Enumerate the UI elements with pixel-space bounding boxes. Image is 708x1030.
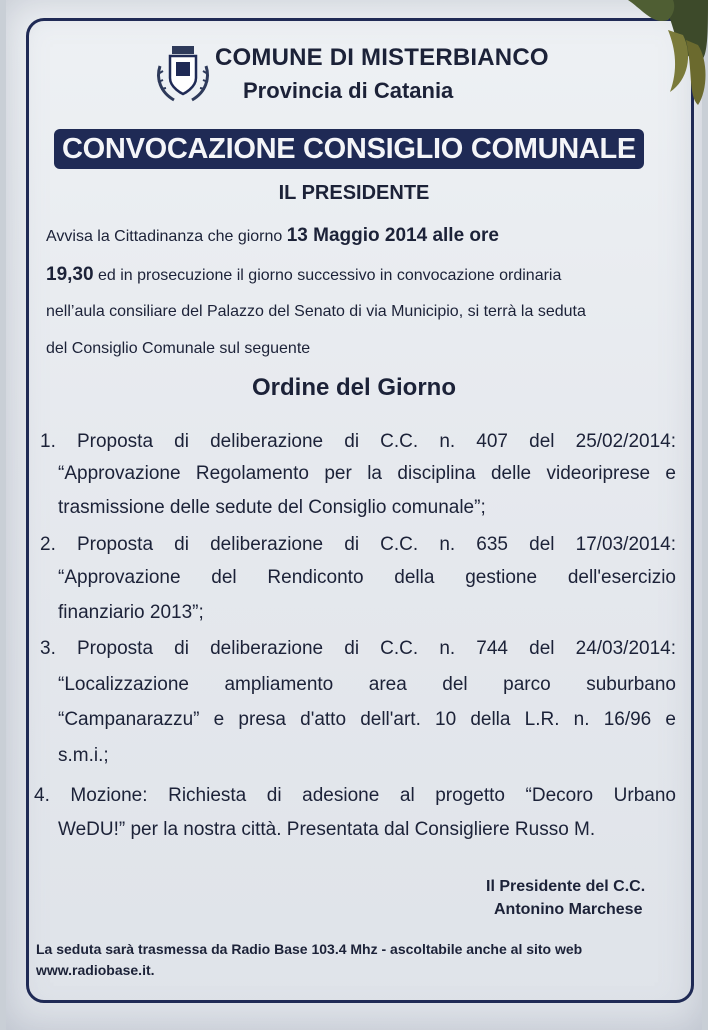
- municipality-name: COMUNE DI MISTERBIANCO: [215, 44, 549, 71]
- intro-line-1: [46, 226, 660, 247]
- intro-line-2: [46, 265, 660, 286]
- foliage-decoration: [598, 0, 708, 110]
- meeting-date: 13 Maggio 2014 alle ore: [286, 225, 499, 246]
- footer-website: www.radiobase.it.: [36, 962, 155, 978]
- meeting-time: 19,30: [46, 264, 94, 285]
- agenda-item-4-line-2: WeDU!” per la nostra città. Presentata dal Consigliere Russo M.: [58, 819, 596, 840]
- intro-text: Avvisa la Cittadinanza che giorno: [46, 228, 287, 245]
- agenda-item-1-line-3: trasmissione delle sedute del Consiglio comunale”;: [58, 497, 486, 518]
- title-banner: [54, 129, 644, 169]
- agenda-item-3-line-1: 3. Proposta di deliberazione di C.C. n. 744 del 24/03/2014:: [40, 638, 676, 659]
- agenda-item-2-line-1: 2. Proposta di deliberazione di C.C. n. 635 del 17/03/2014:: [40, 534, 676, 555]
- agenda-item-1-line-1: 1. Proposta di deliberazione di C.C. n. 407 del 25/02/2014:: [40, 431, 676, 452]
- agenda-item-3-line-2: “Localizzazione ampliamento area del parco suburbano: [58, 674, 676, 695]
- footer-broadcast-notice: La seduta sarà trasmessa da Radio Base 103.4 Mhz - ascoltabile anche al sito web: [36, 941, 583, 957]
- intro-text: ed in prosecuzione il giorno successivo in convocazione ordinaria: [93, 267, 562, 284]
- agenda-item-2-line-2: “Approvazione del Rendiconto della gestione dell'esercizio: [58, 567, 676, 588]
- agenda-item-3-line-3: “Campanarazzu” e presa d'atto dell'art. 10 della L.R. n. 16/96 e: [58, 709, 676, 730]
- banner-title: CONVOCAZIONE CONSIGLIO COMUNALE: [62, 132, 636, 165]
- signature-name: Antonino Marchese: [494, 901, 643, 918]
- agenda-item-2-line-3: finanziario 2013”;: [58, 602, 204, 623]
- municipal-crest-icon: [152, 44, 214, 104]
- agenda-item-1-line-2: “Approvazione Regolamento per la disciplina delle videoriprese e: [58, 463, 676, 484]
- agenda-item-4-line-1: 4. Mozione: Richiesta di adesione al progetto “Decoro Urbano: [34, 785, 676, 806]
- signature-role: Il Presidente del C.C.: [486, 878, 646, 895]
- intro-line-4: del Consiglio Comunale sul seguente: [46, 340, 311, 357]
- province-name: Provincia di Catania: [243, 78, 454, 103]
- agenda-item-3-line-4: s.m.i.;: [58, 745, 109, 766]
- agenda-title: Ordine del Giorno: [251, 374, 456, 401]
- intro-line-3: nell’aula consiliare del Palazzo del Senato di via Municipio, si terrà la seduta: [46, 303, 586, 320]
- president-heading: IL PRESIDENTE: [278, 182, 430, 204]
